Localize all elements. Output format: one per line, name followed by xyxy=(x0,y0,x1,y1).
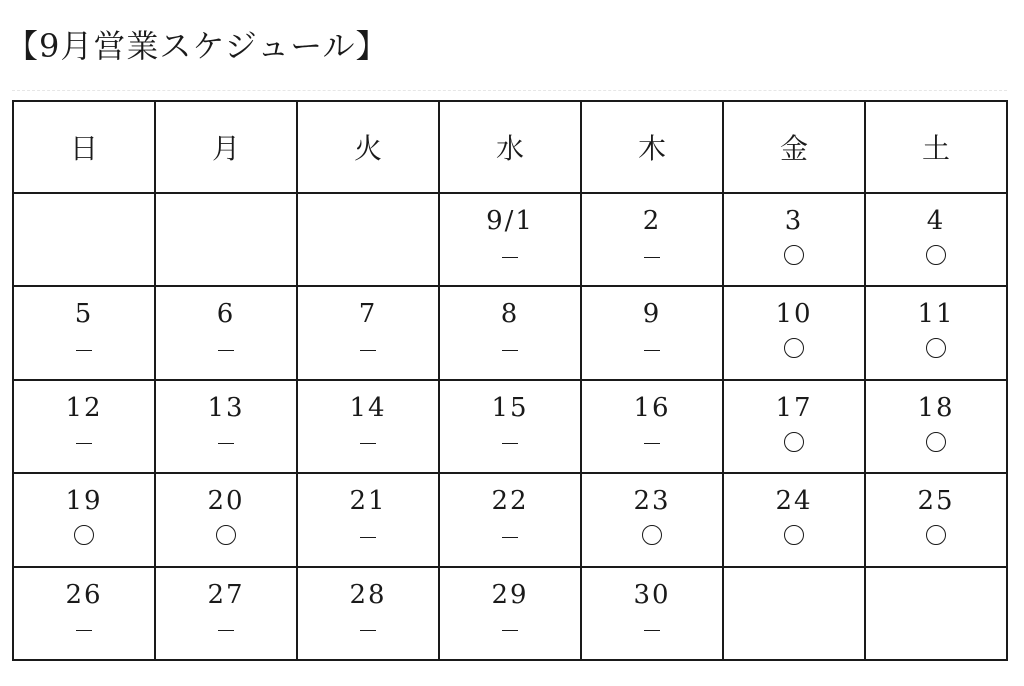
day-number: 6 xyxy=(216,299,236,330)
weekday-header: 金 xyxy=(723,101,865,193)
closed-day-mark xyxy=(298,333,438,361)
day-number: 17 xyxy=(775,392,813,423)
week-row xyxy=(13,193,1007,286)
day-cell xyxy=(865,193,1007,286)
day-number: 7 xyxy=(358,299,378,330)
day-cell xyxy=(865,473,1007,566)
day-cell xyxy=(297,567,439,660)
closed-day-mark xyxy=(156,614,296,642)
day-cell xyxy=(13,193,155,286)
circle-icon xyxy=(74,525,94,545)
day-number: 24 xyxy=(775,486,813,517)
dash-icon xyxy=(502,257,518,258)
circle-icon xyxy=(642,525,662,545)
circle-icon xyxy=(926,338,946,358)
closed-day-mark xyxy=(440,614,580,642)
dash-icon xyxy=(502,350,518,351)
closed-day-mark xyxy=(298,520,438,548)
open-day-mark xyxy=(866,333,1006,361)
day-cell xyxy=(297,193,439,286)
day-cell xyxy=(297,286,439,379)
open-day-mark xyxy=(866,427,1006,455)
day-cell xyxy=(439,380,581,473)
weekday-header: 水 xyxy=(439,101,581,193)
day-cell xyxy=(723,473,865,566)
dash-icon xyxy=(218,443,234,444)
closed-day-mark xyxy=(440,427,580,455)
day-cell xyxy=(297,380,439,473)
dash-icon xyxy=(218,350,234,351)
day-number: 8 xyxy=(500,299,520,330)
closed-day-mark xyxy=(440,520,580,548)
day-cell xyxy=(723,380,865,473)
open-day-mark xyxy=(724,520,864,548)
day-number: 4 xyxy=(926,206,946,236)
day-cell xyxy=(865,286,1007,379)
page-title: 【9月営業スケジュール】 xyxy=(6,27,389,65)
dash-icon xyxy=(360,537,376,538)
day-number: 5 xyxy=(74,299,94,330)
day-number: 26 xyxy=(65,579,103,610)
closed-day-mark xyxy=(582,614,722,642)
day-cell xyxy=(581,567,723,660)
closed-day-mark xyxy=(156,427,296,455)
day-number: 9/1 xyxy=(486,206,534,236)
day-cell xyxy=(155,380,297,473)
day-number: 9 xyxy=(642,299,662,330)
day-number: 25 xyxy=(917,486,955,517)
closed-day-mark xyxy=(582,333,722,361)
weekday-header: 土 xyxy=(865,101,1007,193)
calendar-body xyxy=(13,193,1007,660)
day-cell xyxy=(155,567,297,660)
closed-day-mark xyxy=(298,614,438,642)
weekday-header: 木 xyxy=(581,101,723,193)
dash-icon xyxy=(502,630,518,631)
weekday-header: 月 xyxy=(155,101,297,193)
day-cell xyxy=(723,286,865,379)
closed-day-mark xyxy=(582,240,722,268)
open-day-mark xyxy=(866,520,1006,548)
open-day-mark xyxy=(866,240,1006,268)
day-number: 10 xyxy=(775,299,813,330)
dash-icon xyxy=(360,350,376,351)
weekday-header: 日 xyxy=(13,101,155,193)
day-cell xyxy=(297,473,439,566)
day-number: 20 xyxy=(207,486,245,517)
dash-icon xyxy=(502,443,518,444)
day-cell xyxy=(13,286,155,379)
circle-icon xyxy=(216,525,236,545)
day-cell xyxy=(865,380,1007,473)
day-number: 29 xyxy=(491,579,529,610)
circle-icon xyxy=(784,338,804,358)
circle-icon xyxy=(926,525,946,545)
day-number: 13 xyxy=(207,392,245,423)
day-number: 21 xyxy=(349,486,387,517)
open-day-mark xyxy=(14,520,154,548)
day-number: 2 xyxy=(642,206,662,236)
circle-icon xyxy=(926,432,946,452)
circle-icon xyxy=(926,245,946,265)
weekday-header: 火 xyxy=(297,101,439,193)
dash-icon xyxy=(76,350,92,351)
day-number: 19 xyxy=(65,486,103,517)
week-row xyxy=(13,286,1007,379)
dash-icon xyxy=(76,443,92,444)
open-day-mark xyxy=(724,333,864,361)
day-cell xyxy=(581,380,723,473)
day-number: 16 xyxy=(633,392,671,423)
closed-day-mark xyxy=(14,333,154,361)
dash-icon xyxy=(360,630,376,631)
closed-day-mark xyxy=(14,614,154,642)
day-number: 12 xyxy=(65,392,103,423)
circle-icon xyxy=(784,432,804,452)
day-cell xyxy=(723,193,865,286)
day-number: 28 xyxy=(349,579,387,610)
day-cell xyxy=(581,473,723,566)
week-row xyxy=(13,380,1007,473)
day-cell xyxy=(155,193,297,286)
day-cell xyxy=(13,473,155,566)
dash-icon xyxy=(644,257,660,258)
week-row xyxy=(13,567,1007,660)
day-cell xyxy=(865,567,1007,660)
day-cell xyxy=(439,567,581,660)
title-divider xyxy=(12,90,1007,91)
weekday-header-row xyxy=(13,101,1007,193)
open-day-mark xyxy=(156,520,296,548)
dash-icon xyxy=(360,443,376,444)
day-cell xyxy=(439,286,581,379)
closed-day-mark xyxy=(582,427,722,455)
closed-day-mark xyxy=(440,333,580,361)
open-day-mark xyxy=(582,520,722,548)
day-cell xyxy=(155,286,297,379)
dash-icon xyxy=(644,443,660,444)
day-number: 15 xyxy=(491,392,529,423)
day-number: 11 xyxy=(917,299,955,330)
day-number: 3 xyxy=(784,206,804,236)
week-row xyxy=(13,473,1007,566)
dash-icon xyxy=(218,630,234,631)
circle-icon xyxy=(784,525,804,545)
closed-day-mark xyxy=(156,333,296,361)
closed-day-mark xyxy=(440,240,580,268)
day-cell xyxy=(581,286,723,379)
day-number: 23 xyxy=(633,486,671,517)
day-cell xyxy=(155,473,297,566)
day-number: 22 xyxy=(491,486,529,517)
open-day-mark xyxy=(724,427,864,455)
day-number: 14 xyxy=(349,392,387,423)
day-cell xyxy=(439,473,581,566)
day-cell xyxy=(723,567,865,660)
day-cell xyxy=(581,193,723,286)
closed-day-mark xyxy=(298,427,438,455)
dash-icon xyxy=(644,350,660,351)
day-cell xyxy=(13,567,155,660)
dash-icon xyxy=(644,630,660,631)
circle-icon xyxy=(784,245,804,265)
day-cell xyxy=(13,380,155,473)
dash-icon xyxy=(76,630,92,631)
day-number: 27 xyxy=(207,579,245,610)
closed-day-mark xyxy=(14,427,154,455)
day-cell xyxy=(439,193,581,286)
day-number: 18 xyxy=(917,392,955,423)
calendar-table xyxy=(12,100,1008,661)
day-number: 30 xyxy=(633,579,671,610)
open-day-mark xyxy=(724,240,864,268)
dash-icon xyxy=(502,537,518,538)
